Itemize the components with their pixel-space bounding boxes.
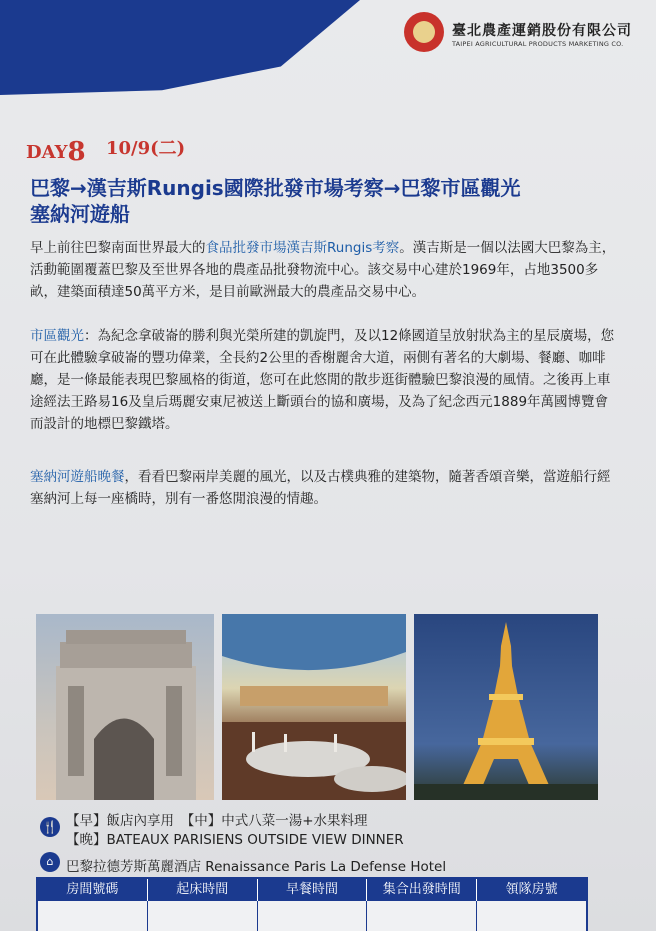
header-leader-room: 領隊房號 [505,882,558,897]
eiffel-tower-illustration [414,614,598,800]
day-label [26,137,86,167]
page-title [30,175,630,227]
day-text: DAY [26,142,68,163]
header-wake-time: 起床時間 [148,879,258,901]
schedule-table [36,877,588,931]
arc-de-triomphe-illustration [36,614,214,800]
schedule-cell [367,901,477,931]
company-logo-icon [404,12,444,52]
header-room-number: 房間號碼 [38,879,148,901]
title-line-2: 塞納河遊船 [30,202,130,226]
hotel-icon: ⌂ [40,852,60,872]
rungis-highlight: 食品批發市場漢吉斯Rungis考察 [205,240,400,256]
title-line-1: 巴黎→漢吉斯Rungis國際批發市場考察→巴黎市區觀光 [30,176,521,200]
meal-breakfast-lunch: 【早】飯店內享用 【中】中式八菜一湯+水果料理 [66,813,368,829]
schedule-header-row [38,879,586,901]
seine-dinner-cruise-photo [222,614,406,800]
schedule-cell [258,901,368,931]
schedule-body-row [38,901,586,931]
meal-dinner: 【晚】BATEAUX PARISIENS OUTSIDE VIEW DINNER [66,832,404,848]
fork-knife-icon: 🍴 [40,817,60,837]
company-name-en: TAIPEI AGRICULTURAL PRODUCTS MARKETING CO. [452,40,624,48]
seine-highlight: 塞納河遊船晚餐 [30,469,125,485]
paragraph-seine-cruise: 塞納河遊船晚餐，看看巴黎兩岸美麗的風光，以及古樸典雅的建築物，隨著香頌音樂，當遊船行經塞納河上每一座橋時，別有一番悠閒浪漫的情趣。 [30,469,611,507]
company-name: 臺北農產運銷股份有限公司 [452,23,632,39]
day-date: 10/9(二) [106,138,186,159]
paragraph-rungis: 早上前往巴黎南面世界最大的食品批發市場漢吉斯Rungis考察。漢吉斯是一個以法國大巴黎為主，活動範圍覆蓋巴黎及至世界各地的農產品批發物流中心。該交易中心建於1969年，占地3500多畝，建築面積達50萬平方米，是目前歐洲最大的農產品交易中心。 [30,240,616,300]
cruise-dining-illustration [222,614,406,800]
header-departure-time: 集合出發時間 [367,879,477,901]
day-number: 8 [67,137,86,167]
arc-de-triomphe-photo [36,614,214,800]
schedule-cell [477,901,586,931]
city-tour-highlight: 市區觀光 [30,328,84,344]
schedule-cell [148,901,258,931]
header-band [0,0,360,95]
schedule-cell [38,901,148,931]
hotel-name: 巴黎拉德芳斯萬麗酒店 Renaissance Paris La Defense Hotel [66,859,447,875]
eiffel-tower-photo [414,614,598,800]
paragraph-city-tour: 市區觀光：為紀念拿破崙的勝利與光榮所建的凱旋門，及以12條國道呈放射狀為主的星辰廣場，您可在此體驗拿破崙的豐功偉業，全長約2公里的香榭麗舍大道，兩側有著名的大劇場、餐廳、咖啡廳，是一條最能表現巴黎風格的街道，您可在此悠閒的散步逛街體驗巴黎浪漫的風情。之後再上車途經法王路易16及皇后瑪麗安東尼被送上斷頭台的協和廣場，及為了紀念西元1889年萬國博覽會而設計的地標巴黎鐵塔。 [30,328,615,432]
header-breakfast-time: 早餐時間 [258,879,368,901]
